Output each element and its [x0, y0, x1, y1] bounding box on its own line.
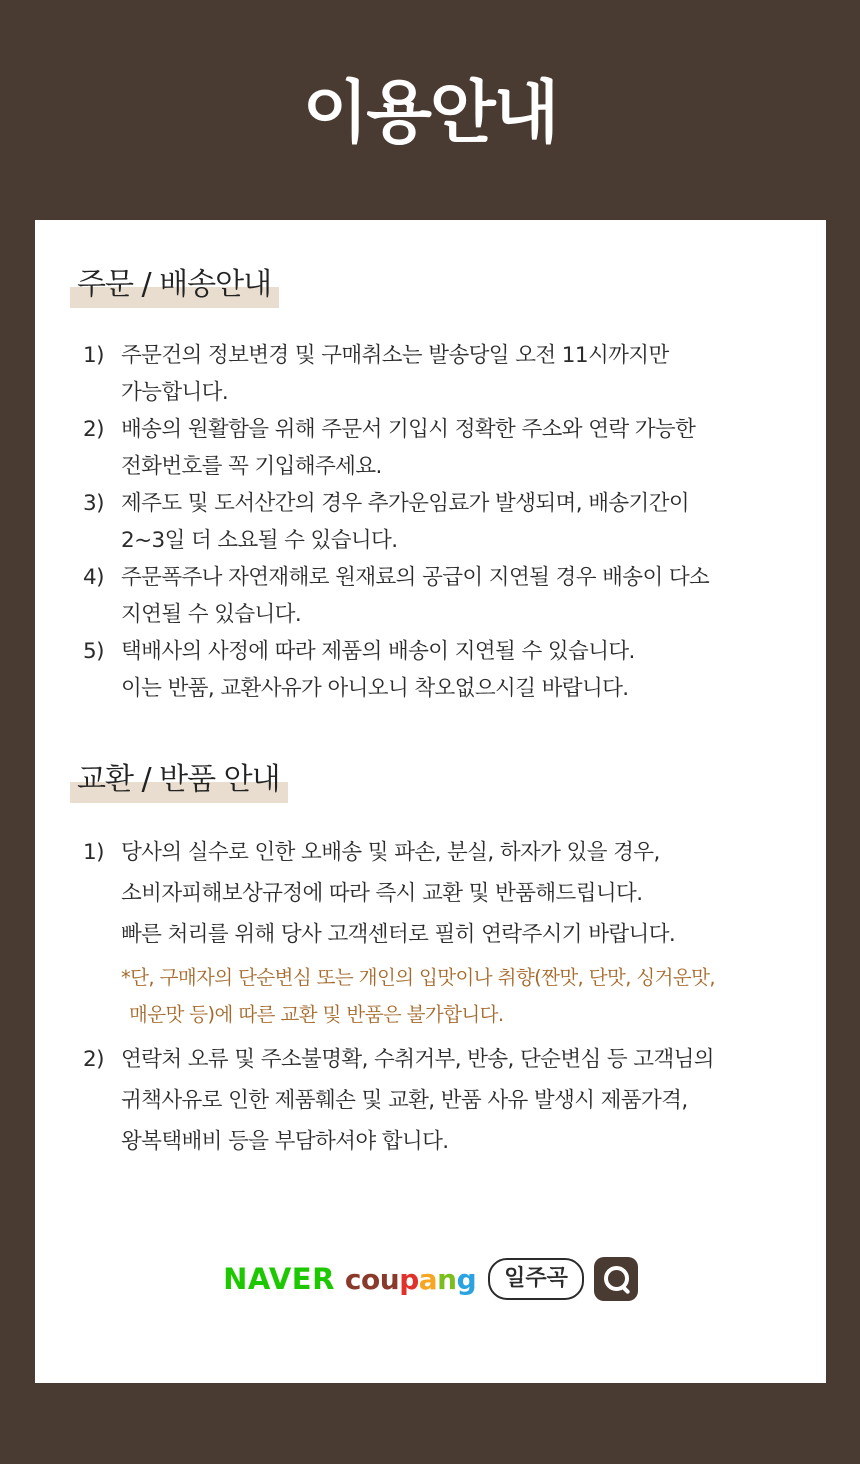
shop-name-search-box[interactable]: 일주곡	[488, 1258, 584, 1300]
info-card	[35, 220, 826, 1383]
item-line: 전화번호를 꼭 기입해주세요.	[121, 454, 382, 479]
store-links	[35, 1256, 826, 1302]
list-item	[83, 485, 803, 559]
item-number: 1)	[83, 343, 104, 368]
item-line: 소비자피해보상규정에 따라 즉시 교환 및 반품해드립니다.	[121, 881, 643, 906]
coupang-letter: p	[399, 1262, 419, 1296]
item-line: 주문건의 정보변경 및 구매취소는 발송당일 오전 11시까지만	[121, 343, 669, 368]
item-line: 2~3일 더 소요될 수 있습니다.	[121, 528, 398, 553]
item-line: 지연될 수 있습니다.	[121, 602, 302, 627]
coupang-letter: g	[456, 1262, 477, 1296]
order-section-heading: 주문 / 배송안내	[70, 264, 279, 308]
naver-logo[interactable]: NAVER	[223, 1262, 335, 1296]
list-item	[83, 411, 803, 485]
item-line: 가능합니다.	[121, 380, 229, 405]
list-item	[83, 559, 803, 633]
return-section-heading: 교환 / 반품 안내	[70, 759, 288, 803]
item-line: 배송의 원활함을 위해 주문서 기입시 정확한 주소와 연락 가능한	[121, 417, 696, 442]
item-line: 당사의 실수로 인한 오배송 및 파손, 분실, 하자가 있을 경우,	[121, 840, 660, 865]
coupang-letter: u	[379, 1262, 400, 1296]
return-info-list	[83, 832, 803, 1162]
item-number: 1)	[83, 840, 104, 865]
search-handle	[621, 1285, 631, 1295]
note-line: 매운맛 등)에 따른 교환 및 반품은 불가합니다.	[129, 1003, 504, 1026]
coupang-letter: a	[418, 1262, 438, 1296]
item-number: 3)	[83, 491, 104, 516]
item-line: 택배사의 사정에 따라 제품의 배송이 지연될 수 있습니다.	[121, 639, 635, 664]
list-item	[83, 633, 803, 707]
item-number: 2)	[83, 1047, 104, 1072]
item-number: 2)	[83, 417, 104, 442]
item-line: 주문폭주나 자연재해로 원재료의 공급이 지연될 경우 배송이 다소	[121, 565, 710, 590]
item-line: 제주도 및 도서산간의 경우 추가운임료가 발생되며, 배송기간이	[121, 491, 690, 516]
coupang-logo[interactable]	[345, 1263, 476, 1296]
item-line: 이는 반품, 교환사유가 아니오니 착오없으시길 바랍니다.	[121, 676, 629, 701]
item-line: 빠른 처리를 위해 당사 고객센터로 필히 연락주시기 바랍니다.	[121, 922, 676, 947]
note-line: *단, 구매자의 단순변심 또는 개인의 입맛이나 취향(짠맛, 단맛, 싱거운맛,	[121, 966, 715, 989]
coupang-letter: n	[437, 1262, 457, 1296]
item-line: 귀책사유로 인한 제품훼손 및 교환, 반품 사유 발생시 제품가격,	[121, 1088, 688, 1113]
item-number: 5)	[83, 639, 104, 664]
search-icon[interactable]	[594, 1257, 638, 1301]
coupang-letter: c	[344, 1262, 362, 1296]
page-title: 이용안내	[302, 74, 558, 153]
order-info-list	[83, 337, 803, 707]
list-item	[83, 337, 803, 411]
list-item	[83, 1039, 803, 1162]
coupang-letter: o	[361, 1262, 380, 1296]
exception-note	[121, 959, 803, 1033]
list-item	[83, 832, 803, 1039]
item-line: 연락처 오류 및 주소불명확, 수취거부, 반송, 단순변심 등 고객님의	[121, 1047, 714, 1072]
item-number: 4)	[83, 565, 104, 590]
item-line: 왕복택배비 등을 부담하셔야 합니다.	[121, 1129, 449, 1154]
